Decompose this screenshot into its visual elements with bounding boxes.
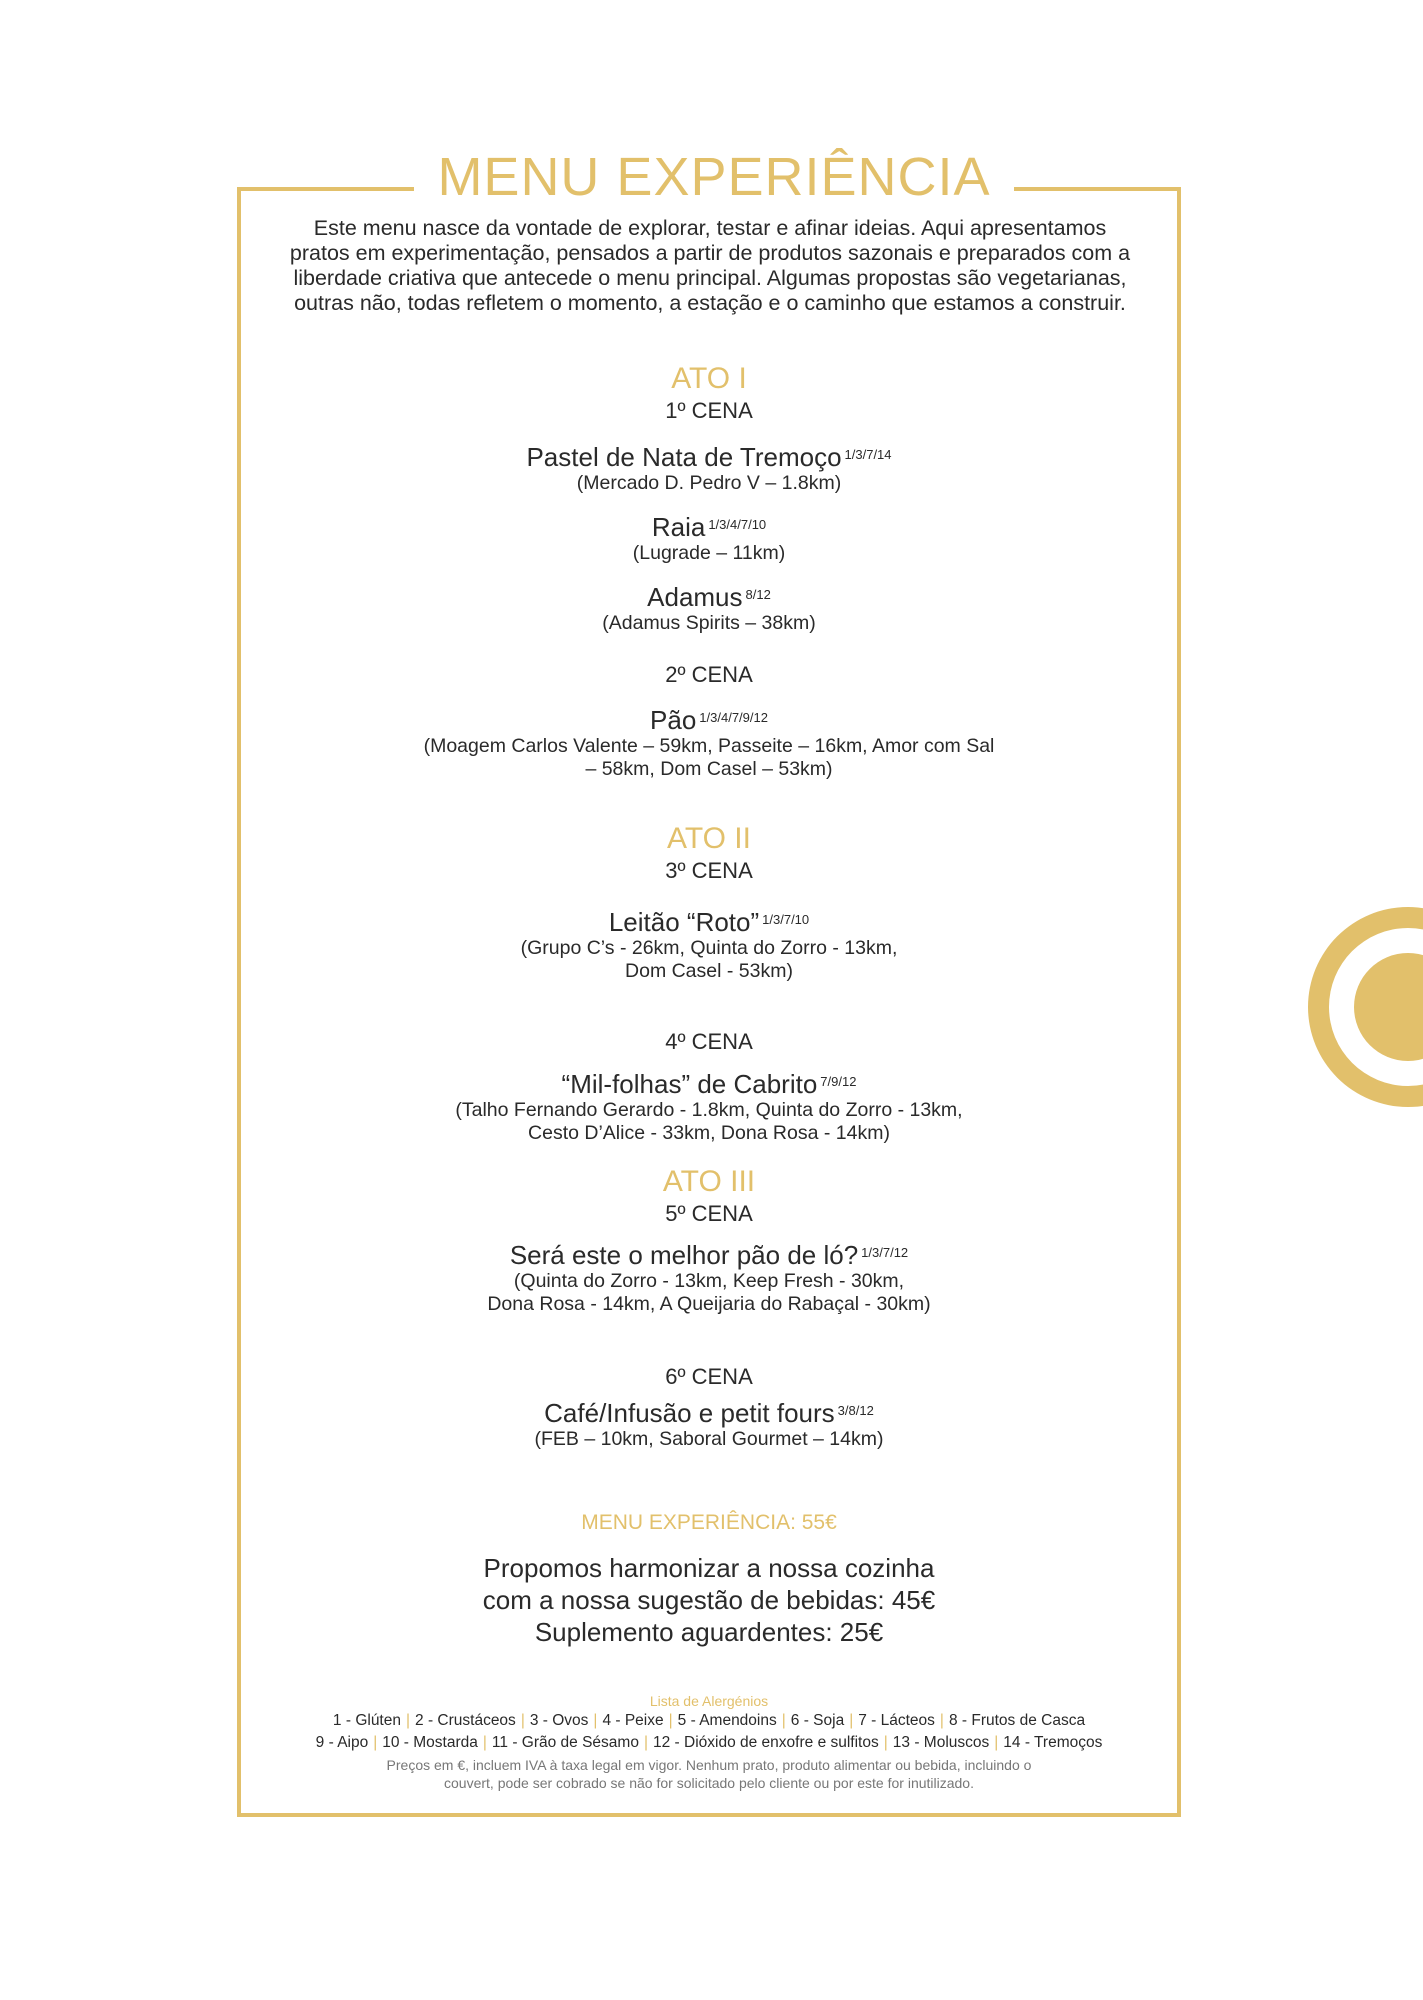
dish-item	[237, 1240, 1181, 1316]
allergen-item: 6 - Soja	[790, 1712, 845, 1729]
allergen-item: 5 - Amendoins	[677, 1712, 777, 1729]
scene-heading: 5º CENA	[665, 1201, 753, 1226]
dish-item	[237, 1398, 1181, 1451]
dish-allergens: 1/3/7/10	[762, 912, 810, 927]
allergen-line: 1 - Glúten | 2 - Crustáceos | 3 - Ovos | 4 - Peixe | 5 - Amendoins | 6 - Soja | 7 - Lácteos | 8 - Frutos de Casca	[332, 1712, 1086, 1729]
scene-heading: 6º CENA	[665, 1364, 753, 1389]
dish-source: Dona Rosa - 14km, A Queijaria do Rabaçal - 30km)	[487, 1293, 931, 1315]
legal-line: Preços em €, incluem IVA à taxa legal em vigor. Nenhum prato, produto alimentar ou bebida, incluindo o	[386, 1757, 1032, 1773]
dish-item	[237, 705, 1181, 781]
dish-allergens: 1/3/7/14	[844, 447, 892, 462]
scene-heading: 1º CENA	[665, 398, 753, 423]
allergen-title: Lista de Alergénios	[649, 1693, 769, 1709]
dish-source: (Lugrade – 11km)	[632, 542, 786, 564]
intro-text: Este menu nasce da vontade de explorar, testar e afinar ideias. Aqui apresentamos pratos em experimentação, pensados a partir de produtos sazonais e preparados com a liberdade criativa que antecede o menu principal. Algumas propostas são vegetarianas, outras não, todas refletem o momento, a estação e o caminho que estamos a construir.	[289, 216, 1131, 315]
allergen-item: 11 - Grão de Sésamo	[491, 1734, 639, 1751]
scene-heading: 4º CENA	[665, 1029, 753, 1054]
dish-source: (Talho Fernando Gerardo - 1.8km, Quinta do Zorro - 13km,	[455, 1099, 963, 1121]
allergen-item: 8 - Frutos de Casca	[948, 1712, 1086, 1729]
dish-item	[237, 512, 1181, 565]
allergen-item: 2 - Crustáceos	[415, 1712, 516, 1729]
scene-heading: 2º CENA	[665, 662, 753, 687]
pairing-line: com a nossa sugestão de bebidas: 45€	[482, 1585, 936, 1615]
dish-source: (Adamus Spirits – 38km)	[602, 612, 816, 634]
dish-allergens: 3/8/12	[837, 1403, 874, 1418]
dish-name: Pastel de Nata de Tremoço	[526, 442, 842, 472]
pairing-line: Propomos harmonizar a nossa cozinha	[483, 1553, 935, 1583]
dish-name: Raia	[651, 512, 706, 542]
dish-allergens: 1/3/7/12	[861, 1245, 909, 1260]
dish-allergens: 1/3/4/7/10	[708, 517, 767, 532]
dish-source: – 58km, Dom Casel – 53km)	[585, 758, 833, 780]
scene-heading: 3º CENA	[665, 858, 753, 883]
dish-source: (Mercado D. Pedro V – 1.8km)	[576, 472, 842, 494]
allergen-item: 14 - Tremoços	[1003, 1734, 1103, 1751]
dish-allergens: 8/12	[745, 587, 771, 602]
allergen-line: 9 - Aipo | 10 - Mostarda | 11 - Grão de Sésamo | 12 - Dióxido de enxofre e sulfitos | 13 - Moluscos | 14 - Tremoços	[315, 1734, 1103, 1751]
allergen-item: 9 - Aipo	[315, 1734, 369, 1751]
dish-allergens: 7/9/12	[820, 1074, 857, 1089]
pairing-block	[237, 1552, 1181, 1648]
act-heading: ATO II	[667, 822, 751, 855]
dish-source: (Moagem Carlos Valente – 59km, Passeite – 16km, Amor com Sal	[423, 735, 995, 757]
dish-item	[237, 907, 1181, 983]
dish-name: Café/Infusão e petit fours	[544, 1398, 835, 1428]
dish-source: Dom Casel - 53km)	[625, 960, 793, 982]
dish-name: Pão	[650, 705, 697, 735]
dish-source: (Quinta do Zorro - 13km, Keep Fresh - 30km,	[513, 1270, 905, 1292]
dish-source: (FEB – 10km, Saboral Gourmet – 14km)	[534, 1428, 884, 1450]
dish-item	[237, 442, 1181, 495]
legal-note	[237, 1756, 1181, 1792]
act-heading: ATO III	[662, 1165, 756, 1198]
allergen-item: 4 - Peixe	[602, 1712, 664, 1729]
dish-allergens: 1/3/4/7/9/12	[699, 710, 768, 725]
menu-price: MENU EXPERIÊNCIA: 55€	[581, 1511, 837, 1534]
dish-item	[237, 582, 1181, 635]
dish-name: Adamus	[647, 582, 743, 612]
allergen-item: 13 - Moluscos	[892, 1734, 990, 1751]
allergen-item: 12 - Dióxido de enxofre e sulfitos	[653, 1734, 879, 1751]
allergen-item: 7 - Lácteos	[858, 1712, 935, 1729]
allergen-item: 3 - Ovos	[529, 1712, 589, 1729]
dish-source: (Grupo C’s - 26km, Quinta do Zorro - 13km,	[520, 937, 898, 959]
act-heading: ATO I	[671, 362, 747, 395]
dish-source: Cesto D’Alice - 33km, Dona Rosa - 14km)	[528, 1122, 890, 1144]
legal-line: couvert, pode ser cobrado se não for solicitado pelo cliente ou por este for inutilizado.	[444, 1775, 974, 1791]
dish-name: Leitão “Roto”	[608, 907, 760, 937]
pairing-line: Suplemento aguardentes: 25€	[534, 1617, 884, 1647]
dish-name: “Mil-folhas” de Cabrito	[561, 1069, 818, 1099]
allergen-item: 10 - Mostarda	[382, 1734, 478, 1751]
allergen-item: 1 - Glúten	[332, 1712, 401, 1729]
dish-name: Será este o melhor pão de ló?	[509, 1240, 859, 1270]
dish-item	[237, 1069, 1181, 1145]
page-title: MENU EXPERIÊNCIA	[414, 138, 1014, 216]
